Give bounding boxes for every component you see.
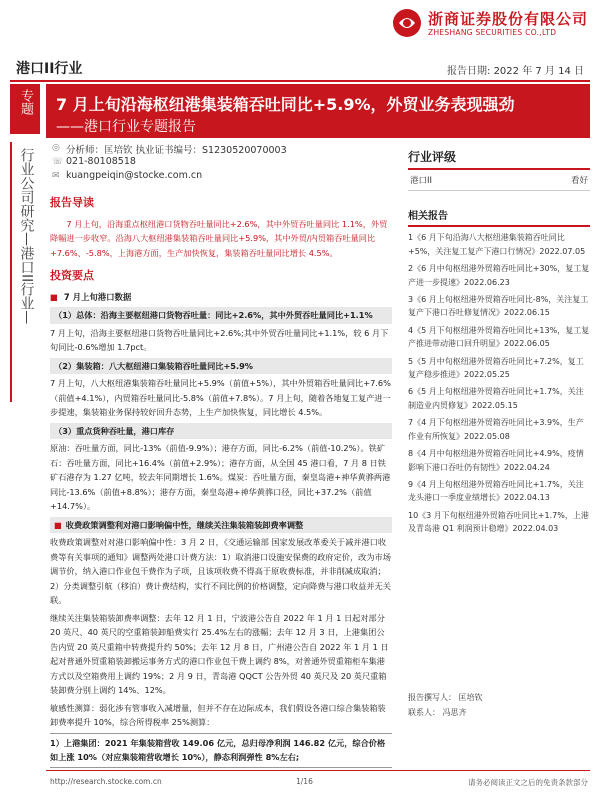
rating-value: 看好: [570, 176, 588, 186]
related-item[interactable]: 1《6 月下旬沿海八大枢纽港集装箱吞吐同比+5%，关注复工复产下港口行情况》2022.07.05: [408, 233, 586, 256]
rating-sector: 港口II: [410, 176, 433, 186]
point-band-2: （2）集装箱：八大枢纽港口集装箱吞吐量同比+5.9%: [50, 358, 392, 375]
report-date: 报告日期: 2022 年 7 月 14 日: [447, 66, 584, 77]
title-banner: [46, 84, 590, 138]
side-tag-topic: [10, 84, 40, 134]
report-contact: 联系人： 冯思齐: [408, 708, 467, 717]
email-icon: ✉: [52, 171, 60, 181]
points-heading-2-text: 收费政策调整利对港口影响偏中性，继续关注集装箱装卸费率调整: [65, 519, 304, 530]
report-subtitle: ——港口行业专题报告: [56, 119, 196, 135]
company-name-en: ZHESHANG SECURITIES CO.,LTD: [428, 28, 557, 37]
square-bullet-icon: ■: [50, 291, 58, 302]
report-title: 7 月上旬沿海枢纽港集装箱吞吐同比+5.9%，外贸业务表现强劲: [56, 95, 515, 114]
point-text-5: 继续关注集装箱装卸费率调整：去年 12 月 1 日，宁波港公告自 2022 年 1 月 1 日起对部分 20 英尺、40 英尺的空重箱装卸船费实行 25.4%左右的涨幅；去年 12 月 3 日，上港集团公告内贸 20 英尺重箱中转费提升约 50%；去年 12 月 8 日，广州港公告自 2022 年 1 月 1 日起对普通外贸重箱装卸搬运事务方式的港口作业包干费上调约 8%，对普通外贸重箱柜车集港方式以及空箱费用上调约 19%；2 月 9 日，青岛港 QQCT 公告外贸 40 英尺及 20 英尺重箱装卸费分别上调约 14%、12%。: [50, 612, 389, 695]
points-heading-2: [50, 517, 392, 534]
related-item[interactable]: 6《5 月上旬枢纽港外贸箱吞吐同比+1.7%，关注制造业内贸修复》2022.05.15: [408, 387, 584, 410]
header-sector: 港口II行业: [16, 61, 83, 77]
related-item[interactable]: 3《6 月上旬枢纽港外贸箱吞吐同比-8%，关注复工复产下港口吞吐修复情况》2022.06.15: [408, 295, 589, 318]
related-reports: [408, 210, 590, 540]
company-logo-icon: [392, 8, 422, 38]
side-tag-topic-label: 专题: [18, 89, 33, 115]
points-heading-1-text: 7 月上旬港口数据: [63, 291, 132, 302]
related-item[interactable]: 10《3 月下旬枢纽港外贸箱吞吐同比+1.7%，上港及青岛港 Q1 利润预计稳增》2022.04.03: [408, 510, 589, 534]
analyst-line: 分析师：匡培钦 执业证书编号：S1230520070003: [66, 145, 287, 156]
guide-title: 报告导读: [50, 196, 94, 209]
footer-url[interactable]: http://research.stocke.com.cn: [50, 777, 162, 786]
report-author: 报告撰写人： 匡培钦: [408, 693, 483, 702]
point-text-3: 原油：吞吐量方面，同比-13%（前值-9.9%）；港存方面，同比-6.2%（前值-10.2%）。铁矿石：吞吐量方面，同比+16.4%（前值+2.9%）；港存方面，从全国 45 港口看，7 月 8 日铁矿石港存为 1.27 亿吨，较去年同期增长 1.6%。煤炭：吞吐量方面，秦皇岛港+神华黄骅两港同比-13.6%（前值+8.8%）；港存方面，秦皇岛港+神华黄骅口径，同比+37.2%（前值+14.7%）。: [50, 443, 391, 511]
rating-box: [408, 148, 590, 191]
side-vertical-label: [10, 142, 40, 402]
person-icon: ◎: [52, 143, 60, 153]
point-text-6: 敏感性测算：弱化涉有管事收入减增量，但并不存在边际成本，我们假设各港口综合集装箱装卸费率提升 10%，综合所得税率 25%测算：: [50, 702, 386, 727]
related-title: 相关报告: [408, 210, 590, 227]
report-contacts: [408, 690, 590, 720]
square-bullet-icon: ■: [54, 519, 62, 530]
header-divider: [10, 80, 590, 82]
analyst-email[interactable]: kuangpeiqin@stocke.com.cn: [66, 170, 203, 181]
analyst-phone: 021-80108518: [66, 156, 136, 167]
point-band-3: （3）重点货种吞吐量，港口库存: [50, 423, 392, 440]
related-item[interactable]: 8《4 月中旬枢纽港外贸箱吞吐同比+4.9%，疫情影响下港口吞吐仍有韧性》2022.04.24: [408, 449, 584, 472]
related-item[interactable]: 4《5 月下旬枢纽港外贸箱吞吐同比+13%，复工复产推进带动港口回升明显》2022.06.05: [408, 325, 590, 349]
point-text-7: 1）上港集团：2021 年集装箱营收 149.06 亿元，总归母净利润 146.82 亿元，综合价格如上涨 10%（对应集装箱营收增长 10%），静态利润弹性 8%左右;: [50, 733, 392, 768]
related-item[interactable]: 2《6 月中旬枢纽港外贸箱吞吐同比+30%，复工复产进一步提速》2022.06.23: [408, 264, 590, 287]
main-content: [50, 190, 392, 768]
guide-text: 7 月上旬，沿海重点枢纽港口货物吞吐量同比+2.6%，其中外贸吞吐量同比 1.1%，外贸降幅进一步收窄。沿海八大枢纽港集装箱吞吐量同比+5.9%，其中外贸/内贸箱吞吐量同比+7.6%、-5.8%，上海港方面，生产加快恢复，集装箱吞吐量同比增长 4.5%。: [50, 218, 388, 258]
company-name-cn: 浙商证券股份有限公司: [428, 10, 589, 28]
company-logo: [392, 6, 592, 42]
related-item[interactable]: 9《4 月上旬枢纽港外贸箱吞吐同比+1.7%，关注龙头港口一季度业绩增长》2022.04.13: [408, 479, 584, 503]
point-band-1: （1）总体：沿海主要枢纽港口货物吞吐量：同比+2.6%，其中外贸吞吐量同比+1.1%: [50, 307, 392, 324]
points-heading-1: [50, 290, 392, 305]
footer-divider: [46, 770, 590, 771]
page-number: 1/16: [296, 777, 313, 786]
point-text-2: 7 月上旬，八大枢纽港集装箱吞吐量同比+5.9%（前值+5%），其中外贸箱吞吐量同比+7.6%（前值+4.1%），内贸箱吞吐量同比-5.8%（前值+7.8%）。7 月上旬，随着各地复工复产进一步提速，集装箱业务保持较好回升态势，上生产加快恢复，同比增长 4.5%。: [50, 378, 391, 417]
phone-icon: ☏: [52, 157, 64, 167]
rating-row: [408, 170, 590, 191]
rating-title: 行业评级: [408, 148, 590, 170]
related-item[interactable]: 7《4 月下旬枢纽港外贸箱吞吐同比+3.9%，生产作业有所恢复》2022.05.08: [408, 418, 584, 441]
side-vertical-label-text: 行业公司研究—港口II行业—: [18, 148, 35, 325]
disclaimer-note: 请务必阅读正文之后的免责条款部分: [468, 778, 588, 787]
point-text-4: 收费政策调整对对港口影响偏中性：3 月 2 日，《交通运输部 国家发展改革委关于减并港口收费等有关事项的通知》调整两处港口计费方法：1）取消港口设施安保费的政府定价，改为市场调节价，纳入港口作业包干费作为子项，且该项收费不得高于原收费标准，并非削减成取消；2）分类调整引航（移泊）费计费结构，实行不同比例的价格调整，定向降费与港口收益并无关联。: [50, 537, 391, 605]
related-item[interactable]: 5《5 月中旬枢纽港外贸箱吞吐同比+7.2%，复工复产稳步推进》2022.05.25: [408, 356, 584, 380]
point-text-1: 7 月上旬，沿海主要枢纽港口货物吞吐量同比+2.6%;其中外贸吞吐量同比+1.1%，较 6 月下旬同比-0.6%增加 1.7pct。: [50, 327, 389, 352]
points-title: 投资要点: [50, 269, 94, 282]
